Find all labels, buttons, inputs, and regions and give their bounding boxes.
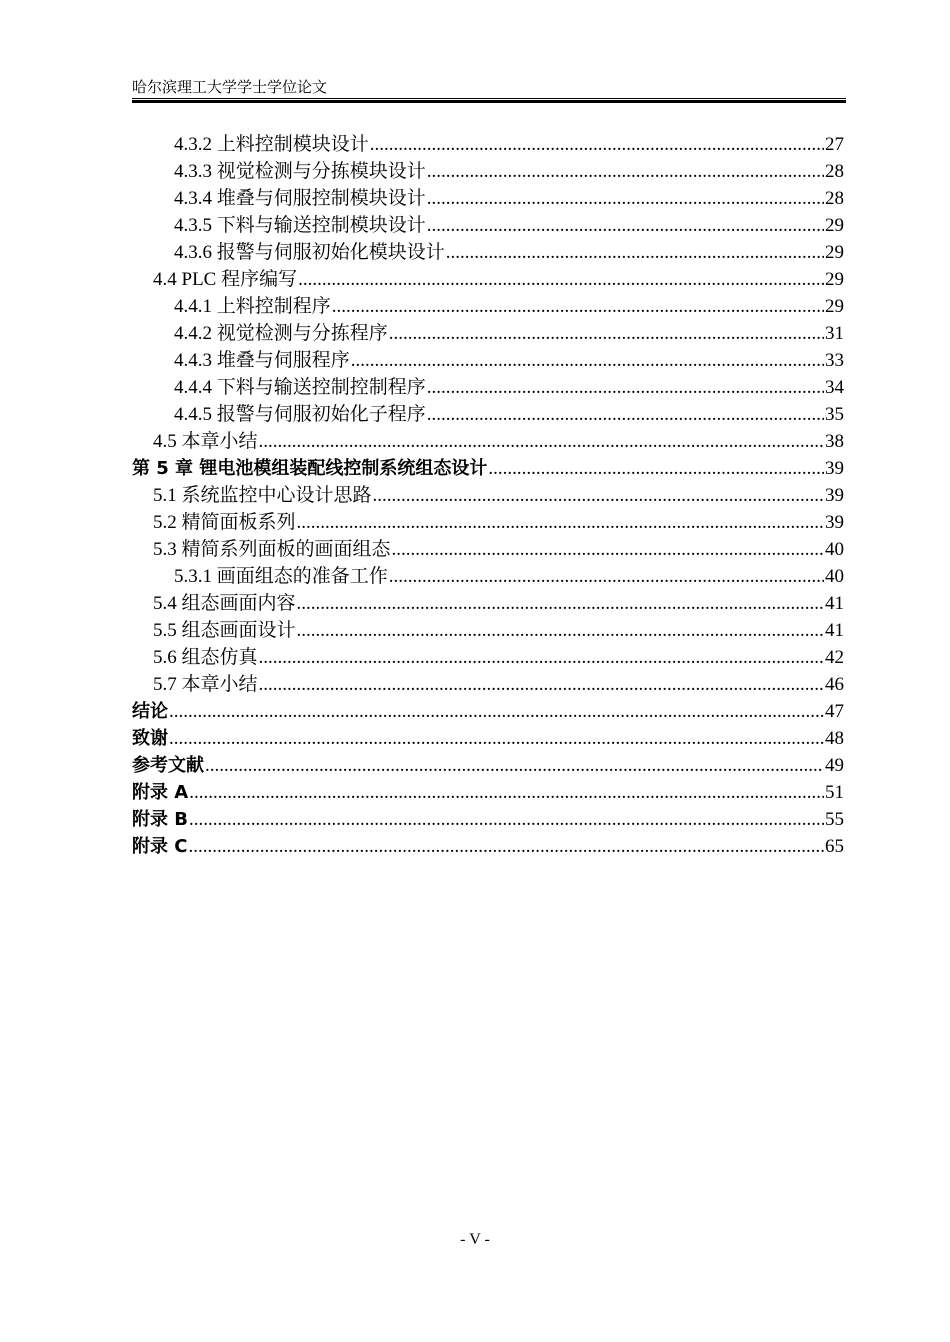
toc-entry-page: 46 bbox=[825, 674, 844, 695]
toc-entry[interactable] bbox=[132, 725, 844, 752]
toc-dot-leader bbox=[427, 212, 824, 239]
toc-entry-page: 27 bbox=[825, 134, 844, 155]
toc-entry[interactable] bbox=[132, 320, 844, 347]
toc-entry-page: 28 bbox=[825, 188, 844, 209]
toc-dot-leader bbox=[205, 752, 824, 779]
toc-entry-title: 4.4.3 堆叠与伺服程序 bbox=[174, 350, 350, 371]
toc-entry[interactable] bbox=[132, 806, 844, 833]
toc-entry[interactable] bbox=[132, 428, 844, 455]
toc-entry[interactable] bbox=[132, 212, 844, 239]
toc-entry-title: 4.3.5 下料与输送控制模块设计 bbox=[174, 215, 426, 236]
toc-entry-title: 5.5 组态画面设计 bbox=[153, 620, 296, 641]
toc-dot-leader bbox=[169, 725, 824, 752]
toc-entry[interactable] bbox=[132, 509, 844, 536]
toc-entry[interactable] bbox=[132, 779, 844, 806]
toc-entry-title: 附录 B bbox=[132, 809, 188, 830]
toc-dot-leader bbox=[189, 779, 824, 806]
toc-entry[interactable] bbox=[132, 293, 844, 320]
toc-dot-leader bbox=[427, 401, 824, 428]
toc-entry[interactable] bbox=[132, 617, 844, 644]
toc-dot-leader bbox=[427, 158, 824, 185]
toc-entry-title: 5.2 精简面板系列 bbox=[153, 512, 296, 533]
toc-dot-leader bbox=[297, 617, 824, 644]
toc-entry[interactable] bbox=[132, 536, 844, 563]
table-of-contents bbox=[132, 131, 844, 860]
toc-entry-page: 42 bbox=[825, 647, 844, 668]
toc-entry-page: 49 bbox=[825, 755, 844, 776]
header-rule-thick bbox=[132, 100, 846, 103]
toc-entry-title: 5.1 系统监控中心设计思路 bbox=[153, 485, 372, 506]
toc-entry-page: 51 bbox=[825, 782, 844, 803]
toc-dot-leader bbox=[446, 239, 824, 266]
page-number-footer bbox=[0, 1231, 950, 1249]
toc-entry[interactable] bbox=[132, 374, 844, 401]
toc-entry[interactable] bbox=[132, 644, 844, 671]
toc-entry-title: 4.3.6 报警与伺服初始化模块设计 bbox=[174, 242, 445, 263]
toc-entry-page: 55 bbox=[825, 809, 844, 830]
toc-entry-title: 第 5 章 锂电池模组装配线控制系统组态设计 bbox=[132, 458, 488, 479]
toc-entry-page: 31 bbox=[825, 323, 844, 344]
toc-entry-title: 4.4.5 报警与伺服初始化子程序 bbox=[174, 404, 426, 425]
toc-entry-title: 致谢 bbox=[132, 728, 168, 749]
toc-entry[interactable] bbox=[132, 158, 844, 185]
toc-entry-title: 附录 A bbox=[132, 782, 189, 803]
toc-entry-title: 4.3.4 堆叠与伺服控制模块设计 bbox=[174, 188, 426, 209]
toc-entry-title: 5.4 组态画面内容 bbox=[153, 593, 296, 614]
toc-entry-page: 29 bbox=[825, 269, 844, 290]
toc-entry-title: 4.4.1 上料控制程序 bbox=[174, 296, 331, 317]
toc-entry[interactable] bbox=[132, 455, 844, 482]
toc-dot-leader bbox=[332, 293, 824, 320]
toc-entry[interactable] bbox=[132, 698, 844, 725]
toc-dot-leader bbox=[259, 644, 824, 671]
header-double-rule bbox=[132, 98, 846, 103]
toc-entry-page: 35 bbox=[825, 404, 844, 425]
toc-dot-leader bbox=[298, 266, 824, 293]
toc-entry-page: 39 bbox=[825, 485, 844, 506]
toc-entry[interactable] bbox=[132, 671, 844, 698]
toc-dot-leader bbox=[351, 347, 824, 374]
toc-entry-title: 5.7 本章小结 bbox=[153, 674, 258, 695]
toc-entry-title: 5.3 精简系列面板的画面组态 bbox=[153, 539, 391, 560]
toc-entry[interactable] bbox=[132, 185, 844, 212]
toc-entry-page: 29 bbox=[825, 215, 844, 236]
toc-dot-leader bbox=[259, 671, 824, 698]
toc-entry[interactable] bbox=[132, 401, 844, 428]
toc-dot-leader bbox=[169, 698, 824, 725]
toc-dot-leader bbox=[488, 455, 824, 482]
toc-dot-leader bbox=[389, 563, 824, 590]
toc-entry-title: 4.3.3 视觉检测与分拣模块设计 bbox=[174, 161, 426, 182]
toc-entry-title: 5.6 组态仿真 bbox=[153, 647, 258, 668]
toc-dot-leader bbox=[297, 590, 824, 617]
toc-dot-leader bbox=[427, 374, 824, 401]
toc-entry[interactable] bbox=[132, 590, 844, 617]
toc-entry[interactable] bbox=[132, 347, 844, 374]
toc-entry-page: 41 bbox=[825, 593, 844, 614]
toc-entry-title: 4.4.4 下料与输送控制控制程序 bbox=[174, 377, 426, 398]
toc-entry[interactable] bbox=[132, 131, 844, 158]
toc-entry-page: 65 bbox=[825, 836, 844, 857]
toc-entry-page: 33 bbox=[825, 350, 844, 371]
toc-entry-title: 4.4 PLC 程序编写 bbox=[153, 269, 298, 290]
header-rule-thin bbox=[132, 98, 846, 99]
toc-entry-page: 40 bbox=[825, 566, 844, 587]
toc-entry-page: 29 bbox=[825, 296, 844, 317]
toc-dot-leader bbox=[370, 131, 824, 158]
toc-entry-page: 34 bbox=[825, 377, 844, 398]
toc-entry-title: 结论 bbox=[132, 701, 168, 722]
toc-entry[interactable] bbox=[132, 752, 844, 779]
toc-entry-title: 4.3.2 上料控制模块设计 bbox=[174, 134, 369, 155]
toc-entry-page: 29 bbox=[825, 242, 844, 263]
toc-dot-leader bbox=[373, 482, 824, 509]
running-header bbox=[132, 78, 845, 98]
toc-entry[interactable] bbox=[132, 833, 844, 860]
toc-entry-page: 47 bbox=[825, 701, 844, 722]
header-title: 哈尔滨理工大学学士学位论文 bbox=[132, 80, 328, 96]
toc-entry[interactable] bbox=[132, 563, 844, 590]
toc-entry-page: 39 bbox=[825, 512, 844, 533]
toc-entry-page: 39 bbox=[825, 458, 844, 479]
toc-entry-title: 附录 C bbox=[132, 836, 188, 857]
toc-entry-page: 40 bbox=[825, 539, 844, 560]
toc-dot-leader bbox=[188, 833, 824, 860]
toc-dot-leader bbox=[189, 806, 824, 833]
toc-entry-page: 48 bbox=[825, 728, 844, 749]
toc-entry-title: 4.5 本章小结 bbox=[153, 431, 258, 452]
toc-entry[interactable] bbox=[132, 239, 844, 266]
toc-dot-leader bbox=[297, 509, 824, 536]
toc-dot-leader bbox=[259, 428, 824, 455]
toc-entry-page: 41 bbox=[825, 620, 844, 641]
toc-dot-leader bbox=[427, 185, 824, 212]
toc-dot-leader bbox=[392, 536, 824, 563]
page-number: - V - bbox=[460, 1231, 490, 1248]
toc-dot-leader bbox=[389, 320, 824, 347]
toc-entry[interactable] bbox=[132, 482, 844, 509]
toc-entry[interactable] bbox=[132, 266, 844, 293]
toc-entry-title: 参考文献 bbox=[132, 755, 204, 776]
toc-entry-page: 38 bbox=[825, 431, 844, 452]
toc-entry-title: 5.3.1 画面组态的准备工作 bbox=[174, 566, 388, 587]
toc-entry-page: 28 bbox=[825, 161, 844, 182]
toc-entry-title: 4.4.2 视觉检测与分拣程序 bbox=[174, 323, 388, 344]
